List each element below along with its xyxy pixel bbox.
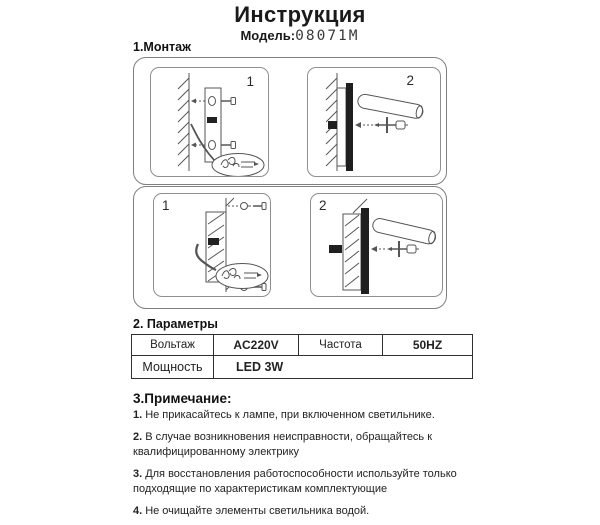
- page-title: Инструкция: [234, 2, 366, 27]
- section-heading-notes: 3.Примечание:: [133, 391, 232, 406]
- note-text: Не прикасайтесь к лампе, при включенном светильнике.: [145, 409, 435, 421]
- figure-step1-top: [150, 67, 269, 177]
- figure-step2-bottom: [310, 193, 443, 297]
- table-row: [132, 335, 473, 356]
- section-heading-parameters: 2. Параметры: [133, 317, 218, 331]
- model-label: Модель:: [240, 28, 296, 43]
- voltage-value: AC220V: [214, 335, 299, 356]
- note-text: Для восстановления работоспособности используйте только подходящие по характеристикам комплектующие: [133, 467, 457, 495]
- figure-number: 2: [319, 198, 327, 213]
- montage-panel-top: [133, 57, 447, 185]
- montage-panel-bottom: [133, 186, 447, 309]
- frequency-value: 50HZ: [383, 335, 473, 356]
- note-number: 3.: [133, 467, 143, 480]
- note-text: Не очищайте элементы светильника водой.: [145, 504, 370, 517]
- list-item: [133, 430, 489, 461]
- note-number: 1.: [133, 409, 143, 421]
- list-item: [133, 408, 489, 424]
- wall-strip-anchor-wiring-diagram: [154, 194, 270, 296]
- power-value: LED 3W: [214, 356, 473, 379]
- note-number: 4.: [133, 504, 143, 517]
- figure-number: 2: [406, 73, 414, 88]
- figure-step2-top: [307, 67, 441, 177]
- lamp-tube-mounting-diagram: [308, 68, 440, 176]
- parameters-table: [131, 334, 473, 379]
- table-row: [132, 356, 473, 379]
- list-item: [133, 467, 489, 498]
- note-number: 2.: [133, 430, 143, 443]
- notes-list: [133, 408, 489, 525]
- figure-number: 1: [162, 198, 170, 213]
- voltage-label: Вольтаж: [132, 335, 214, 356]
- note-text: В случае возникновения неисправности, обращайтесь к квалифицированному электрику: [133, 430, 433, 458]
- model-number: 08071M: [295, 28, 360, 44]
- section-heading-montage: 1.Монтаж: [133, 40, 191, 54]
- power-label: Мощность: [132, 356, 214, 379]
- lamp-tube-mounting-diagram-2: [311, 194, 442, 296]
- frequency-label: Частота: [299, 335, 383, 356]
- model-line: [0, 27, 600, 45]
- figure-number: 1: [246, 74, 254, 89]
- figure-step1-bottom: [153, 193, 271, 297]
- list-item: [133, 504, 489, 520]
